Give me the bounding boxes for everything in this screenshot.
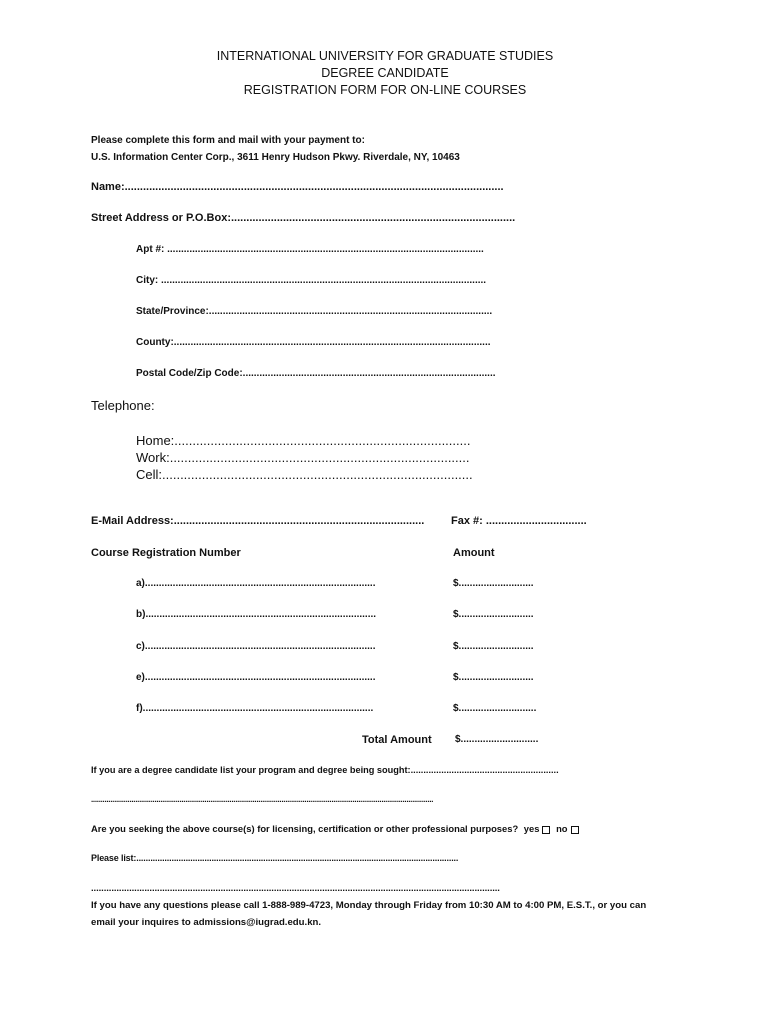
licensing-question: [91, 824, 582, 834]
home-phone-field[interactable]: Home:..................................................................................: [136, 433, 471, 448]
fax-field[interactable]: Fax #: .................................: [451, 515, 587, 527]
course-e-field[interactable]: e)...................................................................................: [136, 672, 376, 683]
county-field[interactable]: County:..................................................................................................................: [136, 337, 491, 348]
total-amount-label: Total Amount: [362, 734, 432, 746]
amount-e-field[interactable]: $...........................: [453, 672, 534, 683]
please-list-line2[interactable]: .................................................................................................................................................................: [91, 883, 500, 894]
city-field[interactable]: City: .....................................................................................................................: [136, 275, 487, 286]
form-title-line3: REGISTRATION FORM FOR ON-LINE COURSES: [243, 83, 527, 97]
postal-code-field[interactable]: Postal Code/Zip Code:...........................................................................................: [136, 368, 496, 379]
degree-program-line2[interactable]: ..................................................................................................................................................................................: [91, 795, 434, 804]
yes-option-label: yes: [523, 823, 540, 834]
no-option-label: no: [556, 823, 568, 834]
course-registration-header: Course Registration Number: [91, 547, 241, 559]
total-amount-field[interactable]: $............................: [455, 734, 539, 745]
contact-info-line1: If you have any questions please call 1-888-989-4723, Monday through Friday from 10:30 AM to 4:00 PM, E.S.T., or you can: [91, 900, 647, 911]
work-phone-field[interactable]: Work:...................................................................................: [136, 450, 470, 465]
cell-phone-field[interactable]: Cell:......................................................................................: [136, 467, 473, 482]
intro-line2: U.S. Information Center Corp., 3611 Henry Hudson Pkwy. Riverdale, NY, 10463: [91, 152, 460, 163]
form-title-line2: DEGREE CANDIDATE: [321, 66, 449, 80]
course-a-field[interactable]: a)...................................................................................: [136, 578, 376, 589]
intro-line1: Please complete this form and mail with your payment to:: [91, 135, 365, 146]
form-title-line1: INTERNATIONAL UNIVERSITY FOR GRADUATE STUDIES: [216, 49, 554, 63]
course-c-field[interactable]: c)...................................................................................: [136, 641, 376, 652]
amount-c-field[interactable]: $...........................: [453, 641, 534, 652]
state-province-field[interactable]: State/Province:......................................................................................................: [136, 306, 493, 317]
amount-a-field[interactable]: $...........................: [453, 578, 534, 589]
please-list-field[interactable]: Please list:.........................................................................................................................................: [91, 853, 459, 863]
yes-checkbox[interactable]: [542, 826, 550, 834]
course-b-field[interactable]: b)...................................................................................: [136, 609, 377, 620]
amount-b-field[interactable]: $...........................: [453, 609, 534, 620]
no-checkbox[interactable]: [571, 826, 579, 834]
contact-info-line2: email your inquires to admissions@iugrad.edu.kn.: [91, 917, 322, 928]
email-field[interactable]: E-Mail Address:..................................................................................: [91, 515, 425, 527]
street-address-field[interactable]: Street Address or P.O.Box:.............................................................................................: [91, 212, 516, 224]
course-f-field[interactable]: f)...................................................................................: [136, 703, 374, 714]
apt-field[interactable]: Apt #: ..................................................................................................................: [136, 244, 484, 255]
licensing-question-text: Are you seeking the above course(s) for licensing, certification or other professional purposes?: [91, 823, 519, 834]
degree-program-field[interactable]: If you are a degree candidate list your program and degree being sought:..........................................................: [91, 765, 559, 775]
amount-header: Amount: [453, 547, 495, 559]
amount-f-field[interactable]: $............................: [453, 703, 537, 714]
name-field[interactable]: Name:............................................................................................................................: [91, 181, 504, 193]
telephone-label: Telephone:: [91, 398, 155, 413]
